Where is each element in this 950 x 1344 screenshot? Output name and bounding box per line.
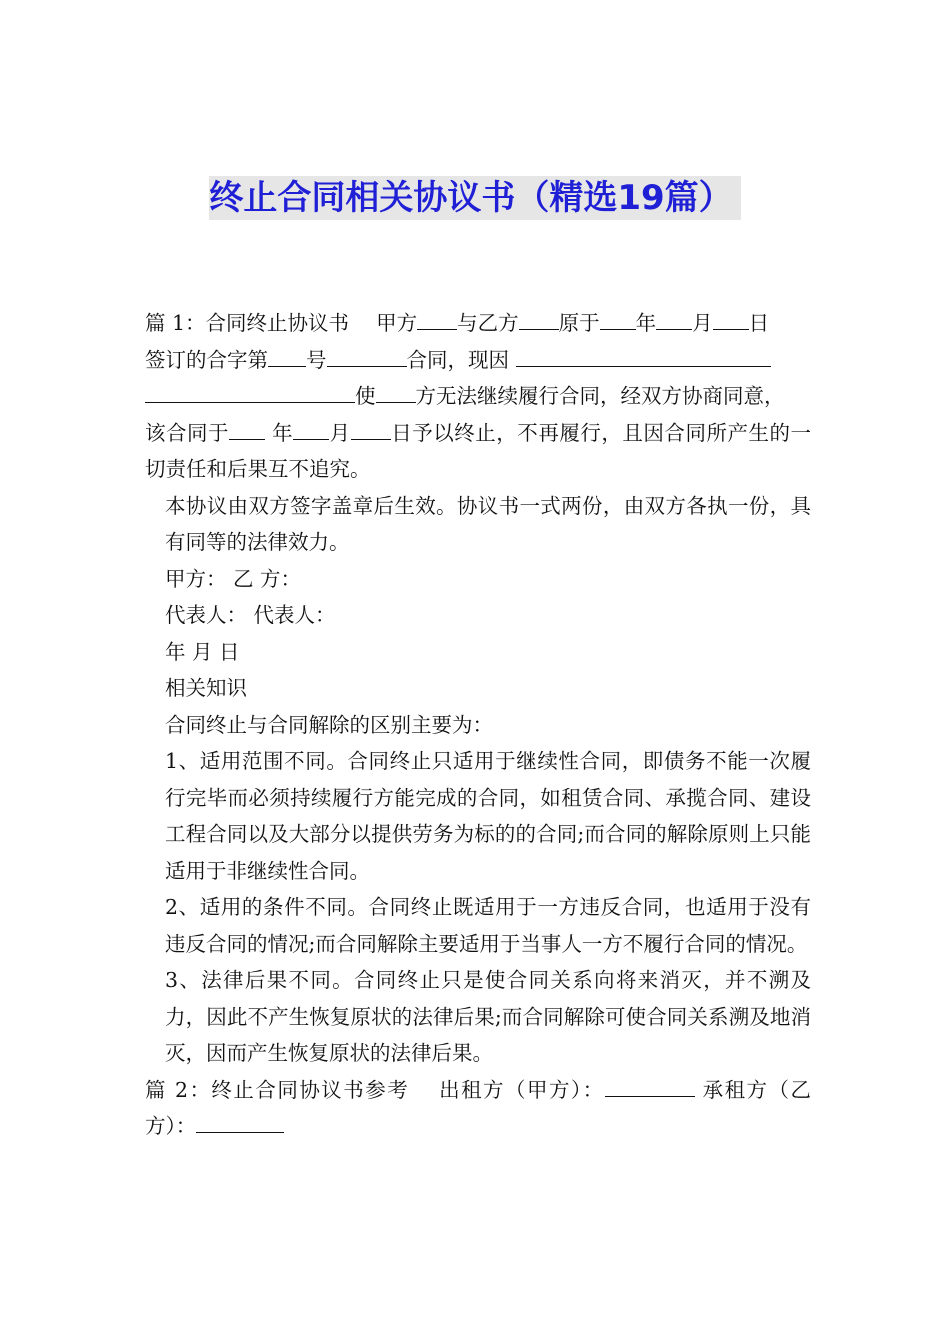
blank-line [293, 419, 329, 439]
blank-line [351, 419, 391, 439]
signature-parties: 甲方： 乙 方： [165, 566, 302, 591]
text-segment: 月 [329, 420, 351, 445]
paragraph-article-2 [145, 1072, 811, 1145]
paragraph-intro: 合同终止与合同解除的区别主要为： [165, 712, 493, 737]
text-segment: 原于 [558, 311, 600, 335]
text-segment: 篇 1：合同终止协议书 甲方 [145, 311, 418, 335]
text-segment: 该合同于 [145, 420, 230, 445]
blank-line [145, 383, 355, 403]
blank-line [229, 419, 265, 439]
blank-line [376, 383, 416, 403]
blank-line [516, 346, 771, 366]
text-segment: 合同，现因 [406, 347, 509, 372]
signature-representatives: 代表人： 代表人： [165, 603, 336, 627]
text-segment: 与乙方 [457, 311, 519, 335]
text-segment: 日 [748, 311, 770, 335]
document-title: 终止合同相关协议书（精选19篇） [209, 176, 740, 220]
blank-line [196, 1113, 284, 1133]
blank-line [417, 310, 457, 330]
text-segment: 使 [355, 384, 376, 408]
blank-line [605, 1076, 695, 1096]
list-item: 3、法律后果不同。合同终止只是使合同关系向将来消灭，并不溯及力，因此不产生恢复原状的法律后果;而合同解除可使合同关系溯及地消灭，因而产生恢复原状的法律后果。 [165, 968, 811, 1065]
section-heading: 相关知识 [165, 676, 247, 700]
text-segment: 号 [306, 347, 327, 372]
signature-date: 年 月 日 [165, 639, 240, 664]
blank-line [327, 346, 407, 366]
list-item: 2、适用的条件不同。合同终止既适用于一方违反合同，也适用于没有违反合同的情况;而合同解除主要适用于当事人一方不履行合同的情况。 [165, 895, 811, 956]
document-body [145, 305, 811, 1145]
text-segment: 月 [692, 311, 713, 335]
blank-line [268, 346, 306, 366]
text-segment: 方无法继续履行合同，经双方协商同意， [415, 384, 785, 408]
paragraph-2: 本协议由双方签字盖章后生效。协议书一式两份，由双方各执一份，具有同等的法律效力。 [165, 493, 811, 554]
blank-line [600, 310, 636, 330]
text-segment: 年 [265, 420, 294, 445]
text-segment: 日予以终止，不再履行，且因合同所产生的一切责任和后果互不追究。 [145, 420, 812, 481]
list-item: 1、适用范围不同。合同终止只适用于继续性合同，即债务不能一次履行完毕而必须持续履行方能完成的合同，如租赁合同、承揽合同、建设工程合同以及大部分以提供劳务为标的的合同;而合同的解除原则上只能适用于非继续性合同。 [165, 749, 811, 883]
blank-line [656, 310, 692, 330]
text-segment: 签订的合字第 [145, 347, 268, 372]
title-block [0, 176, 950, 220]
text-segment: 年 [635, 311, 657, 335]
text-segment: 承租方（乙方）： [145, 1077, 811, 1138]
blank-line [519, 310, 559, 330]
text-segment: 篇 2：终止合同协议书参考 出租方（甲方）： [145, 1077, 605, 1102]
paragraph-1 [145, 305, 811, 488]
blank-line [713, 310, 749, 330]
